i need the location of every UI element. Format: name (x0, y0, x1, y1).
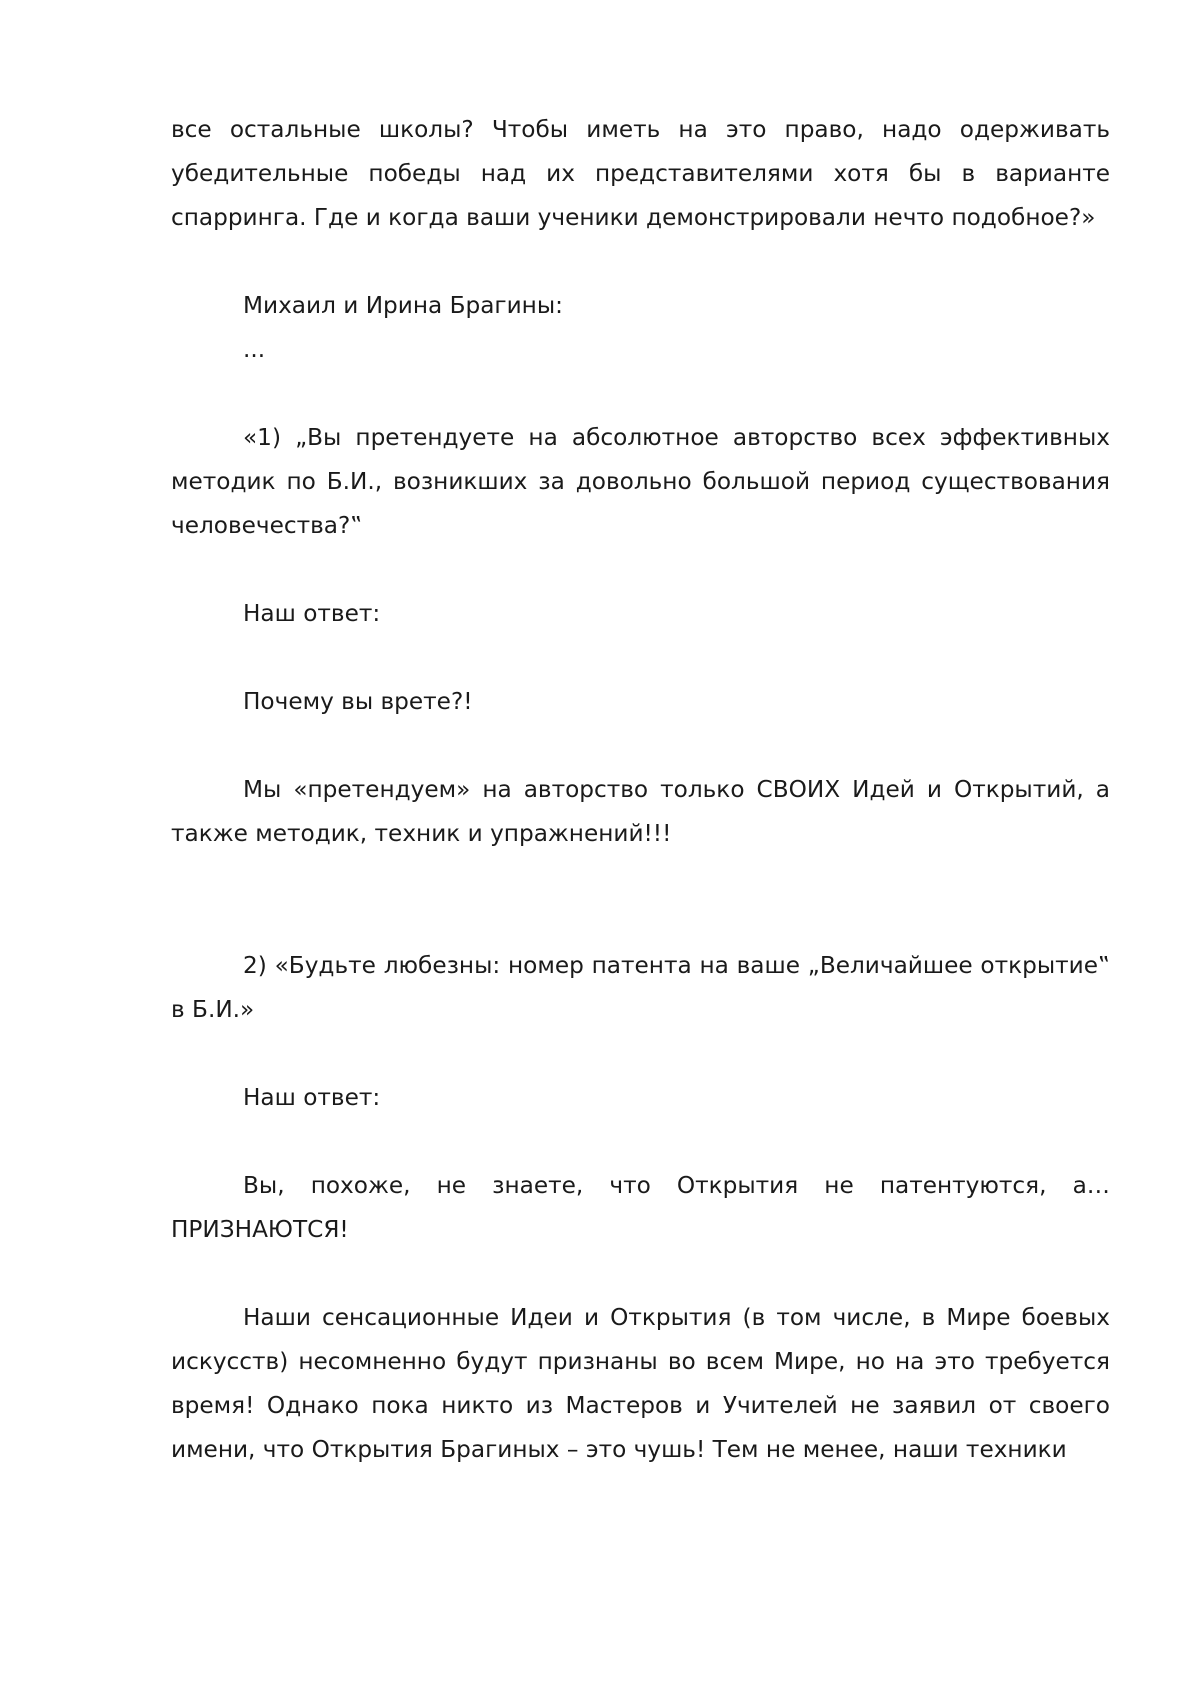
paragraph-answer-1a: Почему вы врете?! (243, 688, 473, 715)
paragraph-answer-label-2: Наш ответ: (243, 1084, 381, 1111)
paragraph-answer-1b: Мы «претендуем» на авторство только СВОИХ Идей и Открытий, а также методик, техник и упражнений!!! (171, 776, 1110, 847)
paragraph-answer-2b: Наши сенсационные Идеи и Открытия (в том числе, в Мире боевых искусств) несомненно будут признаны во всем Мире, но на это требуется время! Однако пока никто из Мастеров и Учителей не заявил от своего имени, что Открытия Брагиных – это чушь! Тем не менее, наши техники (171, 1304, 1110, 1463)
document-body (171, 108, 1110, 1472)
paragraph-answer-2a: Вы, похоже, не знаете, что Открытия не патентуются, а… ПРИЗНАЮТСЯ! (171, 1172, 1110, 1243)
paragraph-question-1: «1) „Вы претендуете на абсолютное авторство всех эффективных методик по Б.И., возникших за довольно большой период существования человечества?‟ (171, 424, 1110, 539)
paragraph-authors: Михаил и Ирина Брагины: (243, 292, 563, 319)
paragraph-ellipsis: ... (243, 336, 266, 363)
paragraph-continuation: все остальные школы? Чтобы иметь на это право, надо одерживать убедительные победы над их представителями хотя бы в варианте спарринга. Где и когда ваши ученики демонстрировали нечто подобное?» (171, 116, 1110, 231)
paragraph-question-2: 2) «Будьте любезны: номер патента на ваше „Величайшее открытие‟ в Б.И.» (171, 952, 1110, 1023)
paragraph-answer-label-1: Наш ответ: (243, 600, 381, 627)
